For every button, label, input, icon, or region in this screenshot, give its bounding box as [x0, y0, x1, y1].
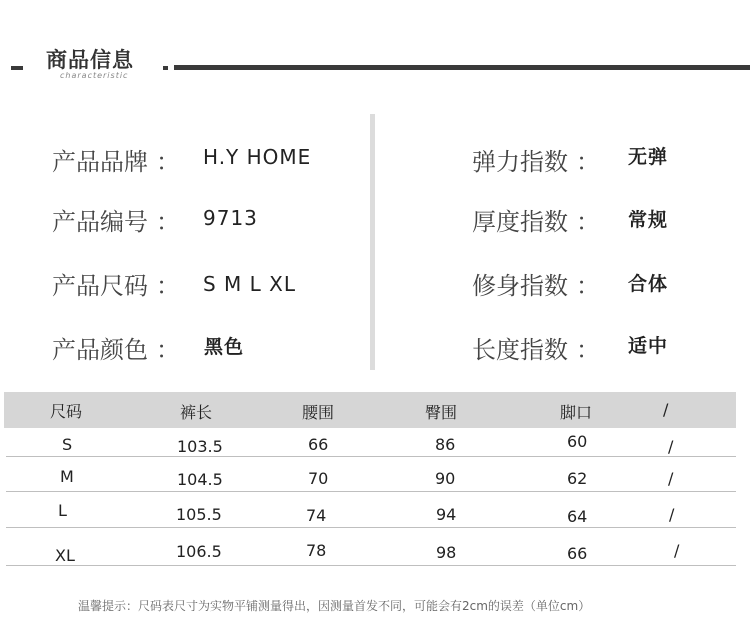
row-divider	[6, 456, 736, 457]
row-divider	[6, 527, 736, 528]
table-cell: 66	[567, 544, 588, 563]
length-value: 适中	[628, 335, 669, 357]
brand-label: 产品品牌 ：	[52, 148, 180, 176]
header-waist: 腰围	[302, 403, 335, 422]
code-value: 9713	[203, 206, 258, 230]
color-value: 黑色	[204, 336, 245, 358]
table-cell: L	[58, 501, 67, 520]
table-cell: 66	[308, 435, 329, 454]
color-label: 产品颜色 ：	[52, 336, 180, 364]
column-divider	[370, 114, 375, 370]
fit-value: 合体	[628, 273, 669, 295]
table-cell: 62	[567, 469, 588, 488]
row-divider	[6, 565, 736, 566]
size-value: S M L XL	[203, 272, 297, 296]
size-table-header	[4, 392, 736, 428]
table-cell: M	[60, 467, 74, 486]
header-hip: 臀围	[425, 403, 458, 422]
table-cell: 105.5	[176, 505, 222, 524]
header-size: 尺码	[50, 402, 83, 421]
elasticity-value: 无弹	[628, 146, 669, 168]
measurement-note: 温馨提示：尺码表尺寸为实物平铺测量得出，因测量首发不同，可能会有2cm的误差（单位cm）	[78, 599, 591, 613]
section-title: 商品信息	[46, 48, 134, 72]
size-label: 产品尺码 ：	[52, 272, 180, 300]
table-cell: /	[669, 505, 675, 524]
table-cell: 64	[567, 507, 588, 526]
table-cell: 104.5	[177, 470, 223, 489]
table-cell: 86	[435, 435, 456, 454]
table-cell: 103.5	[177, 437, 223, 456]
thickness-label: 厚度指数 ：	[472, 208, 600, 236]
header-extra: /	[663, 400, 669, 419]
fit-label: 修身指数 ：	[472, 272, 600, 300]
table-cell: 70	[308, 469, 329, 488]
table-cell: 94	[436, 505, 457, 524]
table-cell: /	[668, 469, 674, 488]
length-label: 长度指数 ：	[472, 336, 600, 364]
table-cell: 78	[306, 541, 327, 560]
table-cell: /	[674, 541, 680, 560]
table-cell: S	[62, 435, 73, 454]
table-cell: 60	[567, 432, 588, 451]
table-cell: 98	[436, 543, 457, 562]
brand-value: H.Y HOME	[203, 145, 312, 169]
header-length: 裤长	[180, 403, 213, 422]
header-dot	[163, 66, 168, 70]
row-divider	[6, 491, 736, 492]
table-cell: 106.5	[176, 542, 222, 561]
thickness-value: 常规	[628, 209, 669, 231]
code-label: 产品编号 ：	[52, 208, 180, 236]
section-subtitle: characteristic	[60, 71, 129, 80]
table-cell: 90	[435, 469, 456, 488]
header-left-dash	[11, 66, 23, 70]
elasticity-label: 弹力指数 ：	[472, 148, 600, 176]
table-cell: 74	[306, 506, 327, 525]
table-cell: /	[668, 437, 674, 456]
header-rule	[174, 65, 750, 70]
table-cell: XL	[55, 546, 75, 565]
header-hem: 脚口	[560, 403, 593, 422]
